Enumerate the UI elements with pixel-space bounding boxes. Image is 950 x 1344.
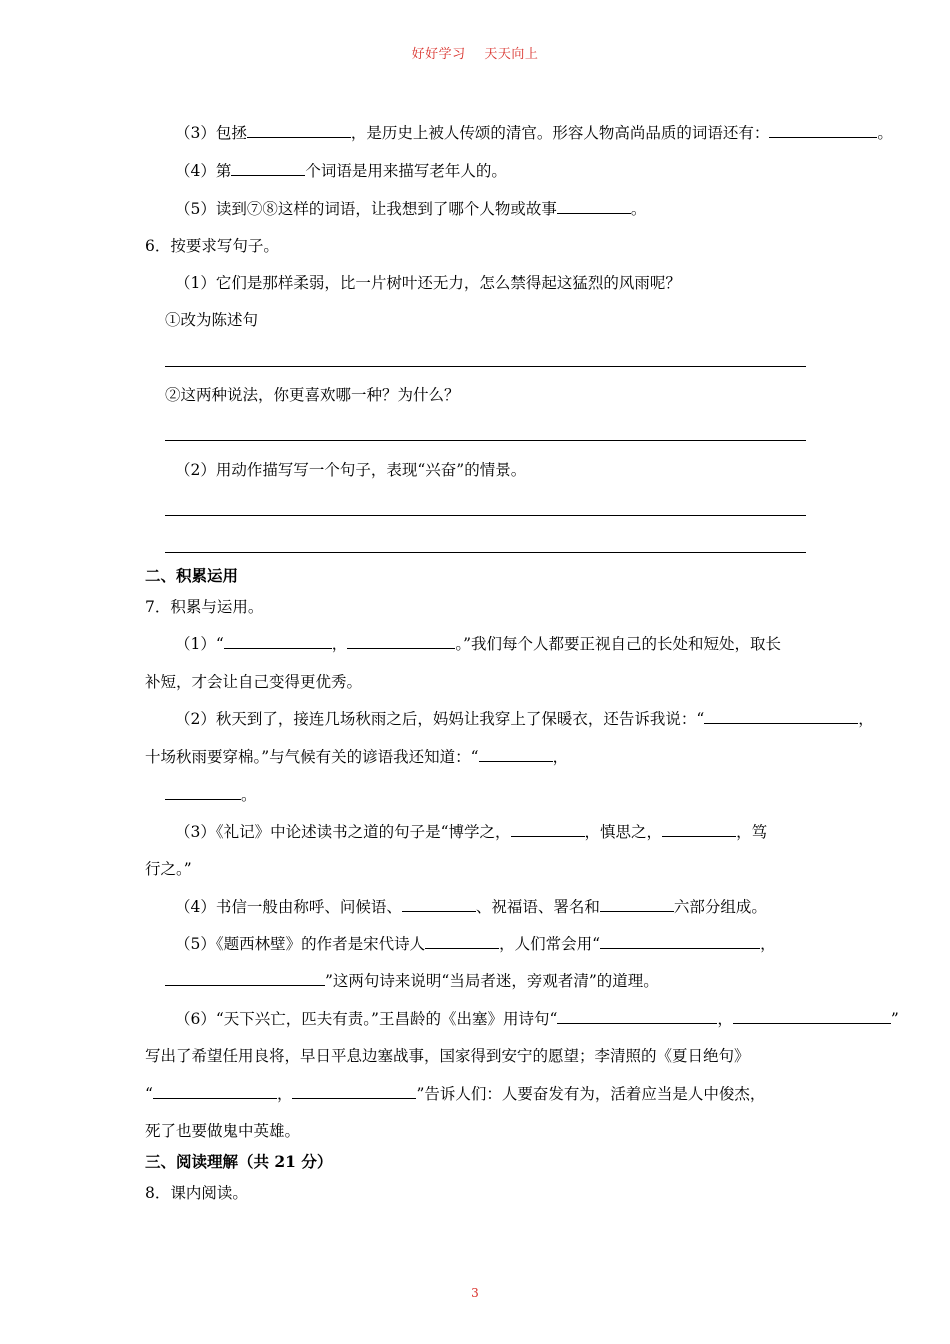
answer-blank[interactable] bbox=[704, 708, 858, 724]
q7-item-5-cont: ”这两句诗来说明“当局者迷，旁观者清”的道理。 bbox=[165, 970, 659, 992]
q8-title: 8．课内阅读。 bbox=[145, 1184, 248, 1202]
q7-item-6-cont3: 死了也要做鬼中英雄。 bbox=[145, 1122, 301, 1140]
q7-item-6-cont: 写出了希望任用良将，早日平息边塞战事，国家得到安宁的愿望；李清照的《夏日绝句》 bbox=[145, 1047, 750, 1065]
answer-blank[interactable] bbox=[247, 122, 351, 138]
answer-blank[interactable] bbox=[511, 821, 585, 837]
answer-blank[interactable] bbox=[425, 933, 499, 949]
q7-item-6: （6）“天下兴亡，匹夫有责。”王昌龄的《出塞》用诗句“ ， ” bbox=[175, 1010, 899, 1028]
q7-item-5: （5）《题西林壁》的作者是宋代诗人 ，人们常会用“ ， bbox=[175, 935, 776, 953]
section-heading-2: 二、积累运用 bbox=[145, 566, 239, 585]
answer-blank[interactable] bbox=[557, 1008, 717, 1024]
answer-blank[interactable] bbox=[662, 821, 736, 837]
answer-blank[interactable] bbox=[402, 896, 476, 912]
q7-item-1: （1）“ ， 。”我们每个人都要正视自己的长处和短处，取长 bbox=[175, 635, 781, 653]
page-number: 3 bbox=[471, 1286, 479, 1300]
answer-line[interactable] bbox=[165, 515, 806, 516]
q6-sub-1: ①改为陈述句 bbox=[165, 311, 259, 329]
q7-title: 7．积累与运用。 bbox=[145, 598, 264, 616]
answer-blank[interactable] bbox=[479, 746, 553, 762]
answer-blank[interactable] bbox=[153, 1083, 277, 1099]
answer-blank[interactable] bbox=[769, 122, 877, 138]
q7-item-3: （3）《礼记》中论述读书之道的句子是“博学之， ，慎思之， ，笃 bbox=[175, 823, 768, 841]
q6-sentence-1: （1）它们是那样柔弱，比一片树叶还无力，怎么禁得起这猛烈的风雨呢？ bbox=[175, 274, 681, 292]
q5-item-4: （4）第 个词语是用来描写老年人的。 bbox=[175, 162, 507, 180]
section-heading-3: 三、阅读理解（共 21 分） bbox=[145, 1152, 333, 1171]
q7-item-4: （4）书信一般由称呼、问候语、 、祝福语、署名和 六部分组成。 bbox=[175, 898, 767, 916]
header-right-text: 天天向上 bbox=[484, 47, 539, 62]
answer-blank[interactable] bbox=[600, 933, 760, 949]
q7-item-1-cont: 补短，才会让自己变得更优秀。 bbox=[145, 673, 363, 691]
answer-blank[interactable] bbox=[224, 633, 332, 649]
q7-item-3-cont: 行之。” bbox=[145, 860, 192, 878]
answer-blank[interactable] bbox=[292, 1083, 416, 1099]
q6-sentence-2: （2）用动作描写写一个句子，表现“兴奋”的情景。 bbox=[175, 461, 527, 479]
answer-line[interactable] bbox=[165, 440, 806, 441]
header-left-text: 好好学习 bbox=[411, 47, 466, 62]
answer-line[interactable] bbox=[165, 552, 806, 553]
q7-item-6-cont2: “ ， ”告诉人们：人要奋发有为，活着应当是人中俊杰， bbox=[145, 1085, 766, 1103]
answer-blank[interactable] bbox=[165, 784, 241, 800]
q6-sub-2: ②这两种说法，你更喜欢哪一种？为什么？ bbox=[165, 386, 460, 404]
answer-blank[interactable] bbox=[600, 896, 674, 912]
answer-blank[interactable] bbox=[231, 160, 305, 176]
q5-item-5: （5）读到⑦⑧这样的词语，让我想到了哪个人物或故事 。 bbox=[175, 200, 647, 218]
q7-item-2-cont: 十场秋雨要穿棉。”与气候有关的谚语我还知道：“ ， bbox=[145, 748, 569, 766]
q5-item-3: （3）包拯 ，是历史上被人传颂的清官。形容人物高尚品质的词语还有： 。 bbox=[175, 124, 893, 142]
q7-item-2-cont2: 。 bbox=[165, 784, 257, 806]
answer-blank[interactable] bbox=[733, 1008, 891, 1024]
answer-line[interactable] bbox=[165, 366, 806, 367]
q7-item-2: （2）秋天到了，接连几场秋雨之后，妈妈让我穿上了保暖衣，还告诉我说：“ ， bbox=[175, 710, 874, 728]
answer-blank[interactable] bbox=[557, 198, 631, 214]
answer-blank[interactable] bbox=[347, 633, 455, 649]
page-header bbox=[0, 43, 950, 62]
q6-title: 6．按要求写句子。 bbox=[145, 237, 279, 255]
answer-blank[interactable] bbox=[165, 970, 325, 986]
